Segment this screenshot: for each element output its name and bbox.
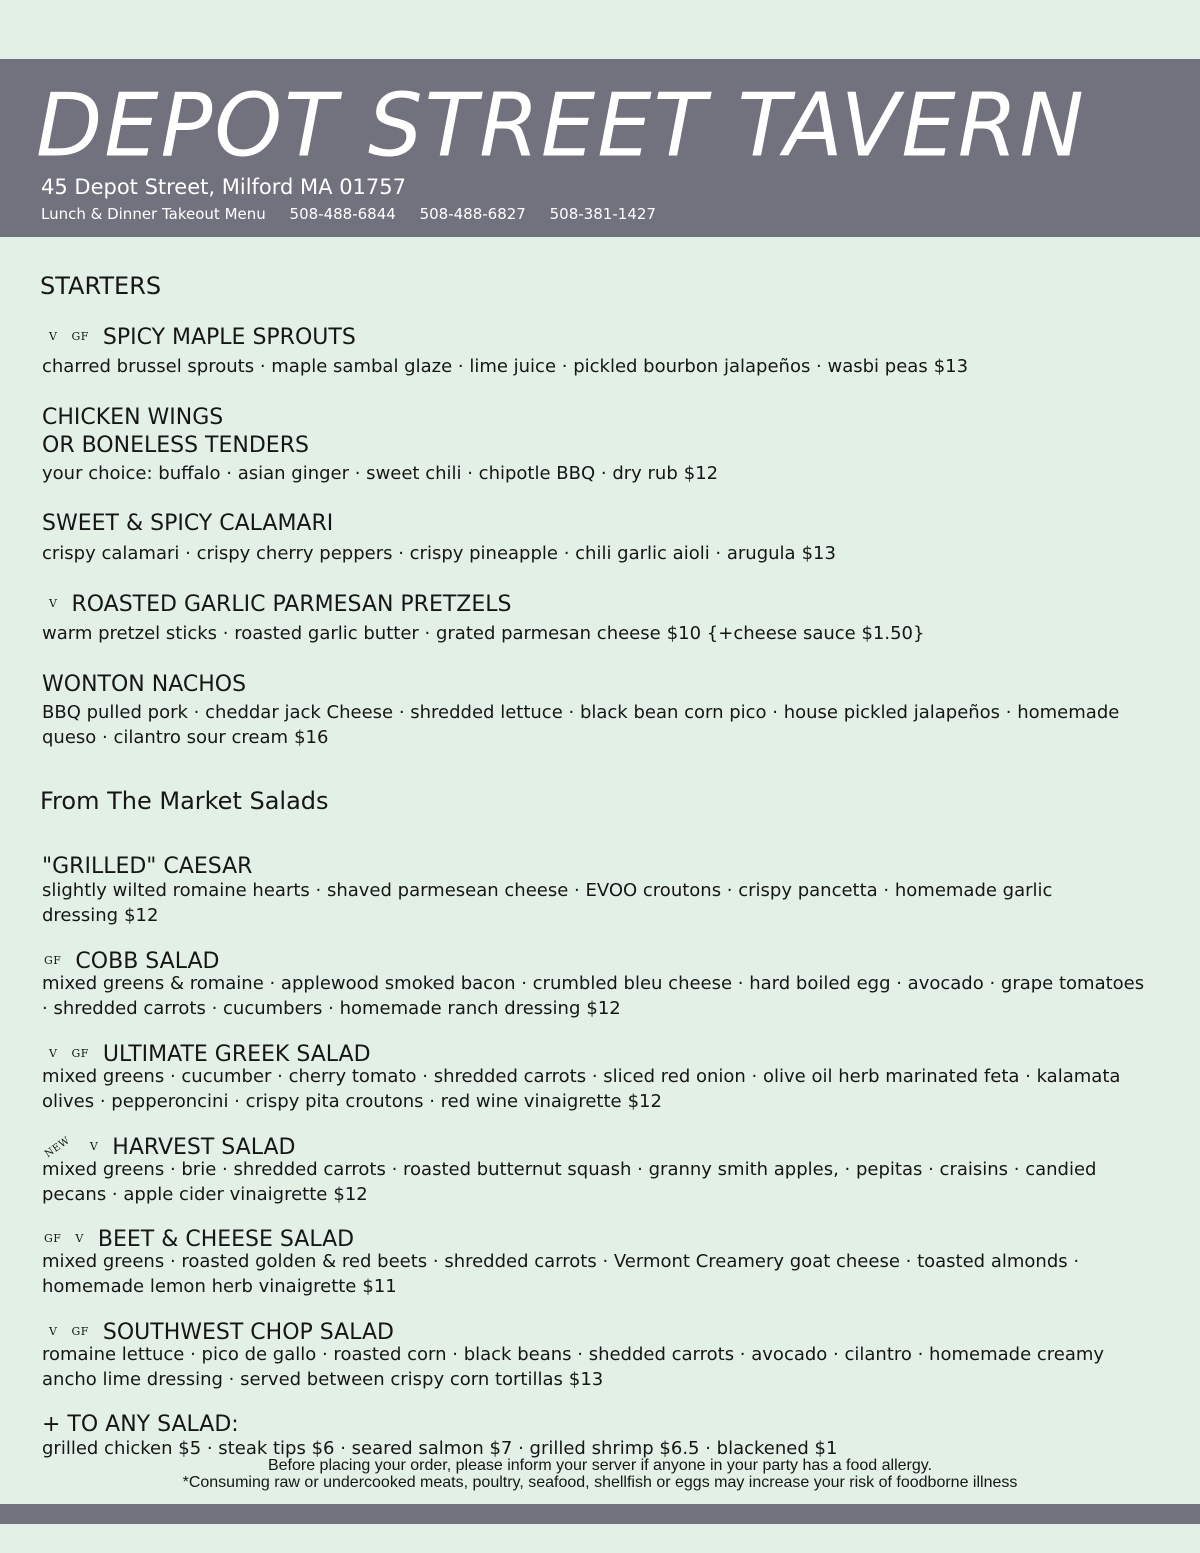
item-title: SPICY MAPLE SPROUTS — [102, 325, 356, 350]
item-ingredients: romaine lettuce · pico de gallo · roasted corn · black beans · shedded carrots · avocado · cilantro · homemade creamy ancho lime dressing · served between crispy corn tortillas — [42, 1344, 1105, 1390]
vegetarian-tag: V — [49, 1325, 58, 1338]
menu-item-description — [42, 1249, 1152, 1299]
menu-item-description — [42, 621, 1152, 646]
menu-type: Lunch & Dinner Takeout Menu — [41, 205, 266, 223]
item-ingredients: mixed greens · cucumber · cherry tomato · shredded carrots · sliced red onion · olive oil herb marinated feta · kalamata olives · pepperoncini · crispy pita croutons · red wine vinaigrette — [42, 1066, 1121, 1112]
vegetarian-tag: V — [89, 1140, 99, 1153]
menu-item-name: "GRILLED" CAESAR — [42, 854, 253, 879]
menu-item-description — [42, 700, 1152, 750]
phone-number[interactable]: 508-488-6827 — [419, 205, 526, 223]
phone-number[interactable]: 508-488-6844 — [289, 205, 396, 223]
item-title: SOUTHWEST CHOP SALAD — [102, 1320, 394, 1345]
menu-item-description — [42, 541, 1152, 566]
item-ingredients: charred brussel sprouts · maple sambal glaze · lime juice · pickled bourbon jalapeños · wasbi peas — [42, 356, 928, 377]
phone-number[interactable]: 508-381-1427 — [549, 205, 656, 223]
item-ingredients: mixed greens & romaine · applewood smoked bacon · crumbled bleu cheese · hard boiled egg · avocado · grape tomatoes · shredded carrots · cucumbers · homemade ranch dressing — [42, 973, 1145, 1019]
menu-info-line — [41, 205, 675, 223]
menu-item-name: CHICKEN WINGS — [42, 405, 224, 430]
item-price: $12 — [333, 1184, 368, 1205]
item-ingredients: warm pretzel sticks · roasted garlic butter · grated parmesan cheese — [42, 623, 661, 644]
item-title: BEET & CHEESE SALAD — [97, 1227, 355, 1252]
item-price: $13 — [801, 543, 836, 564]
addons-title: + TO ANY SALAD: — [42, 1412, 239, 1437]
vegetarian-tag: V — [75, 1232, 84, 1245]
vegetarian-tag: V — [49, 597, 58, 610]
restaurant-address: 45 Depot Street, Milford MA 01757 — [41, 175, 406, 199]
addons-description: grilled chicken $5 · steak tips $6 · seared salmon $7 · grilled shrimp $6.5 · blackened $1 — [42, 1438, 838, 1459]
vegetarian-tag: V — [49, 1047, 58, 1060]
gluten-free-tag: GF — [44, 1232, 62, 1245]
item-ingredients: mixed greens · roasted golden & red beets · shredded carrots · Vermont Creamery goat cheese · toasted almonds · homemade lemon herb vinaigrette — [42, 1251, 1080, 1297]
menu-item-description — [42, 971, 1152, 1021]
section-title-starters: STARTERS — [40, 272, 162, 300]
item-price: $11 — [362, 1276, 397, 1297]
item-price: $16 — [294, 727, 329, 748]
allergy-note: Before placing your order, please inform your server if anyone in your party has a food allergy. — [267, 1457, 933, 1474]
item-ingredients: your choice: buffalo · asian ginger · sweet chili · chipotle BBQ · dry rub — [42, 463, 678, 484]
item-price: $12 — [627, 1091, 662, 1112]
menu-item-description — [42, 1342, 1152, 1392]
menu-item-name: WONTON NACHOS — [42, 672, 247, 697]
item-ingredients: mixed greens · brie · shredded carrots · roasted butternut squash · granny smith apples, · pepitas · craisins · candied pecans · apple cider vinaigrette — [42, 1159, 1097, 1205]
menu-item-name-line2: OR BONELESS TENDERS — [42, 433, 309, 458]
menu-item-name — [42, 323, 356, 352]
vegetarian-tag: V — [49, 330, 58, 343]
menu-item-description — [42, 354, 1152, 379]
item-title: ROASTED GARLIC PARMESAN PRETZELS — [71, 592, 512, 617]
menu-item-name — [42, 590, 511, 619]
menu-item-description — [42, 1157, 1152, 1207]
menu-item-name: SWEET & SPICY CALAMARI — [42, 511, 334, 536]
item-price: $10 {+cheese sauce $1.50} — [666, 623, 925, 644]
consumption-warning: *Consuming raw or undercooked meats, poultry, seafood, shellfish or eggs may increase your risk of foodborne illness — [182, 1474, 1018, 1491]
header-banner — [0, 59, 1200, 237]
item-title: COBB SALAD — [75, 949, 220, 974]
menu-item-description — [42, 1064, 1152, 1114]
new-tag: NEW — [43, 1135, 73, 1161]
item-price: $12 — [586, 998, 621, 1019]
item-title: ULTIMATE GREEK SALAD — [102, 1042, 371, 1067]
menu-item-description — [42, 461, 1152, 486]
menu-item-description — [42, 878, 1152, 928]
gluten-free-tag: GF — [71, 1325, 89, 1338]
item-price: $13 — [568, 1369, 604, 1390]
gluten-free-tag: GF — [71, 330, 89, 343]
item-ingredients: BBQ pulled pork · cheddar jack Cheese · shredded lettuce · black bean corn pico · house pickled jalapeños · homemade queso · cilantro sour cream — [42, 702, 1120, 748]
item-price: $12 — [124, 905, 159, 926]
item-ingredients: crispy calamari · crispy cherry peppers · crispy pineapple · chili garlic aioli · arugula — [42, 543, 796, 564]
footer-bar — [0, 1504, 1200, 1524]
section-title-salads: From The Market Salads — [40, 787, 329, 815]
gluten-free-tag: GF — [71, 1047, 89, 1060]
item-ingredients: slightly wilted romaine hearts · shaved parmesean cheese · EVOO croutons · crispy pancetta · homemade garlic dressing — [42, 880, 1053, 926]
item-price: $13 — [933, 356, 969, 377]
restaurant-title: DEPOT STREET TAVERN — [36, 74, 1086, 177]
item-title: HARVEST SALAD — [112, 1135, 296, 1160]
item-price: $12 — [683, 463, 719, 484]
gluten-free-tag: GF — [44, 954, 62, 967]
